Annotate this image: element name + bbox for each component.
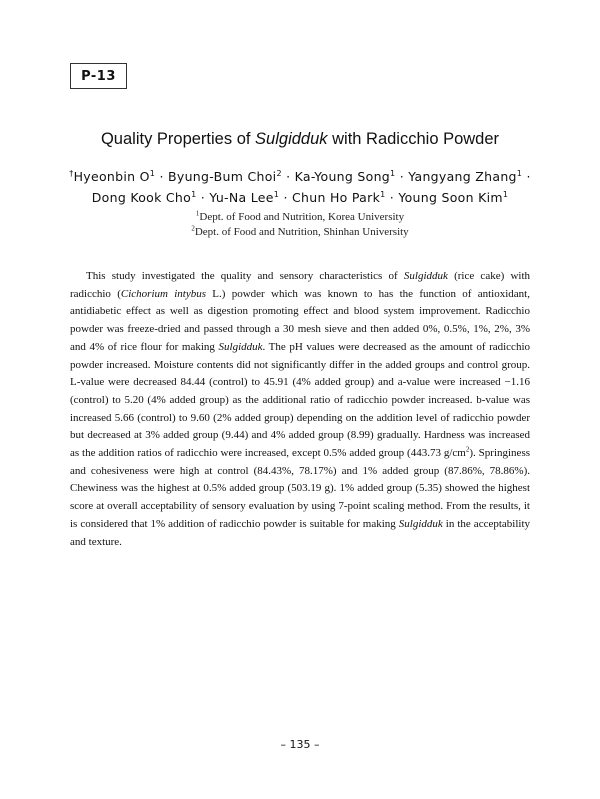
affiliation-list: [0, 210, 600, 240]
author-affiliation-mark: 2: [276, 168, 282, 178]
abstract-segment: in the acceptability and texture.: [70, 517, 531, 548]
author-affiliation-mark: 1: [380, 189, 386, 199]
affiliation-line: [0, 210, 600, 225]
affiliation-line: [0, 225, 600, 240]
abstract-segment: (rice cake) with radicchio (: [70, 270, 531, 300]
title-text-pre: Quality Properties of: [100, 130, 256, 148]
affiliation-mark: 2: [191, 224, 195, 233]
author-name: [292, 190, 386, 205]
abstract-segment: L.) powder which was known to has the function of antioxidant, antidiabetic effect as well as digestion promoting effect and blood system improvement. Radicchio powder was freeze-dried and passed through a 30 mesh sieve and then added 0%, 0.5%, 1%, 2%, 3% and 4% of rice flour for making: [70, 287, 530, 353]
author-separator: ·: [155, 169, 168, 184]
author-name: [168, 169, 282, 184]
corresponding-mark: †: [69, 168, 74, 178]
author-separator: ·: [196, 190, 210, 205]
abstract-segment: This study investigated the quality and sensory characteristics of: [86, 270, 404, 282]
author-name-text: Ka-Young Song: [294, 169, 391, 184]
author-name-text: Young Soon Kim: [398, 190, 503, 205]
abstract-italic-term: Sulgidduk: [218, 340, 263, 353]
author-list: [60, 166, 540, 208]
abstract-segment: ). Springiness and cohesiveness were high at control (84.43%, 78.17%) and 1% added group (87.86%, 78.86%). Chewiness was the highest at 0.5% added group (503.19 g). 1% added group (5.35) showed the highest score at overall acceptability of sensory evaluation by using 7-point scaling method. From the results, it is considered that 1% addition of radicchio powder is suitable for making: [70, 447, 530, 530]
author-separator: ·: [522, 169, 531, 184]
author-name-text: Yangyang Zhang: [408, 169, 517, 184]
author-name: [92, 190, 197, 205]
author-name: [69, 169, 155, 184]
author-name: [408, 169, 522, 184]
abstract-segment: . The pH values were decreased as the amount of radicchio powder increased. Moisture contents did not significantly differ in the added groups and control group. L-value were decreased 84.44 (control) to 45.91 (4% added group) and a-value were increased −1.16 (control) to 5.20 (4% added group) as the additional ratio of radicchio powder increased. b-value was increased 5.66 (control) to 9.60 (2% added group) depending on the addition level of radicchio powder but decreased at 3% added group (9.44) and 4% added group (8.99) gradually. Hardness was increased as the addition ratios of radicchio were increased, except 0.5% added group (443.73 g/cm: [70, 340, 530, 460]
author-name: [295, 169, 396, 184]
abstract-italic-term: Cichorium intybus: [120, 287, 207, 300]
author-separator: ·: [279, 190, 292, 205]
author-affiliation-mark: 1: [149, 168, 156, 178]
author-name-text: Chun Ho Park: [292, 190, 381, 205]
abstract-superscript: 2: [465, 445, 470, 454]
author-affiliation-mark: 1: [273, 189, 280, 199]
affiliation-text: Dept. of Food and Nutrition, Korea University: [199, 211, 405, 223]
author-name-text: Byung-Bum Choi: [168, 169, 277, 184]
author-affiliation-mark: 1: [516, 168, 523, 178]
affiliation-mark: 1: [195, 209, 200, 218]
paper-title: [0, 130, 600, 149]
author-affiliation-mark: 1: [191, 189, 197, 199]
author-affiliation-mark: 1: [502, 189, 509, 199]
author-name: [398, 190, 508, 205]
page-number: – 135 –: [280, 738, 320, 751]
author-name-text: Dong Kook Cho: [91, 190, 192, 205]
author-name-text: Yu-Na Lee: [209, 190, 274, 205]
poster-number-badge: P-13: [70, 63, 127, 89]
author-separator: ·: [281, 169, 295, 184]
title-text-italic: Sulgidduk: [255, 130, 328, 148]
abstract-italic-term: Sulgidduk: [398, 517, 443, 530]
author-name-text: Hyeonbin O: [73, 169, 150, 184]
author-name: [209, 190, 279, 205]
author-separator: ·: [385, 190, 399, 205]
affiliation-text: Dept. of Food and Nutrition, Shinhan University: [194, 226, 409, 238]
title-text-post: with Radicchio Powder: [327, 130, 500, 148]
abstract-text: [70, 268, 530, 551]
author-affiliation-mark: 1: [390, 168, 396, 178]
author-separator: ·: [395, 169, 409, 184]
abstract-italic-term: Sulgidduk: [403, 270, 448, 282]
